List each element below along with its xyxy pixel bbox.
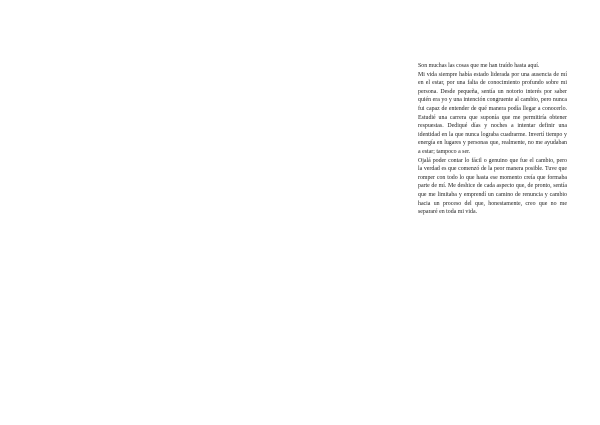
paragraph-2: Mi vida siempre había estado liderada por una ausencia de mí en el estar, por una falta de conocimiento profundo sobre mi persona. Desde pequeña, sentía un notorio interés por saber quién era yo y una intención congruente al cambio, pero nunca fui capaz de entender de qué manera podía llegar a conocerlo. Estudié una carrera que suponía que me permitiría obtener respuestas. Dediqué días y noches a intentar definir una identidad en la que nunca lograba cuadrarme. Invertí tiempo y energía en lugares y personas que, realmente, no me ayudaban a estar; tampoco a ser. [418,71,567,155]
paragraph-3: Ojalá poder contar lo fácil o genuino que fue el cambio, pero la verdad es que comenzó de la peor manera posible. Tuve que romper con todo lo que hasta ese momento creía que formaba parte de mí. Me deshice de cada aspecto que, de pronto, sentía que me limitaba y emprendí un camino de renuncia y cambio hacia un proceso del que, honestamente, creo que no me separaré en toda mi vida. [418,157,567,216]
paragraph-1: Son muchas las cosas que me han traído hasta aquí. [418,63,540,69]
body-text-column [418,62,567,217]
